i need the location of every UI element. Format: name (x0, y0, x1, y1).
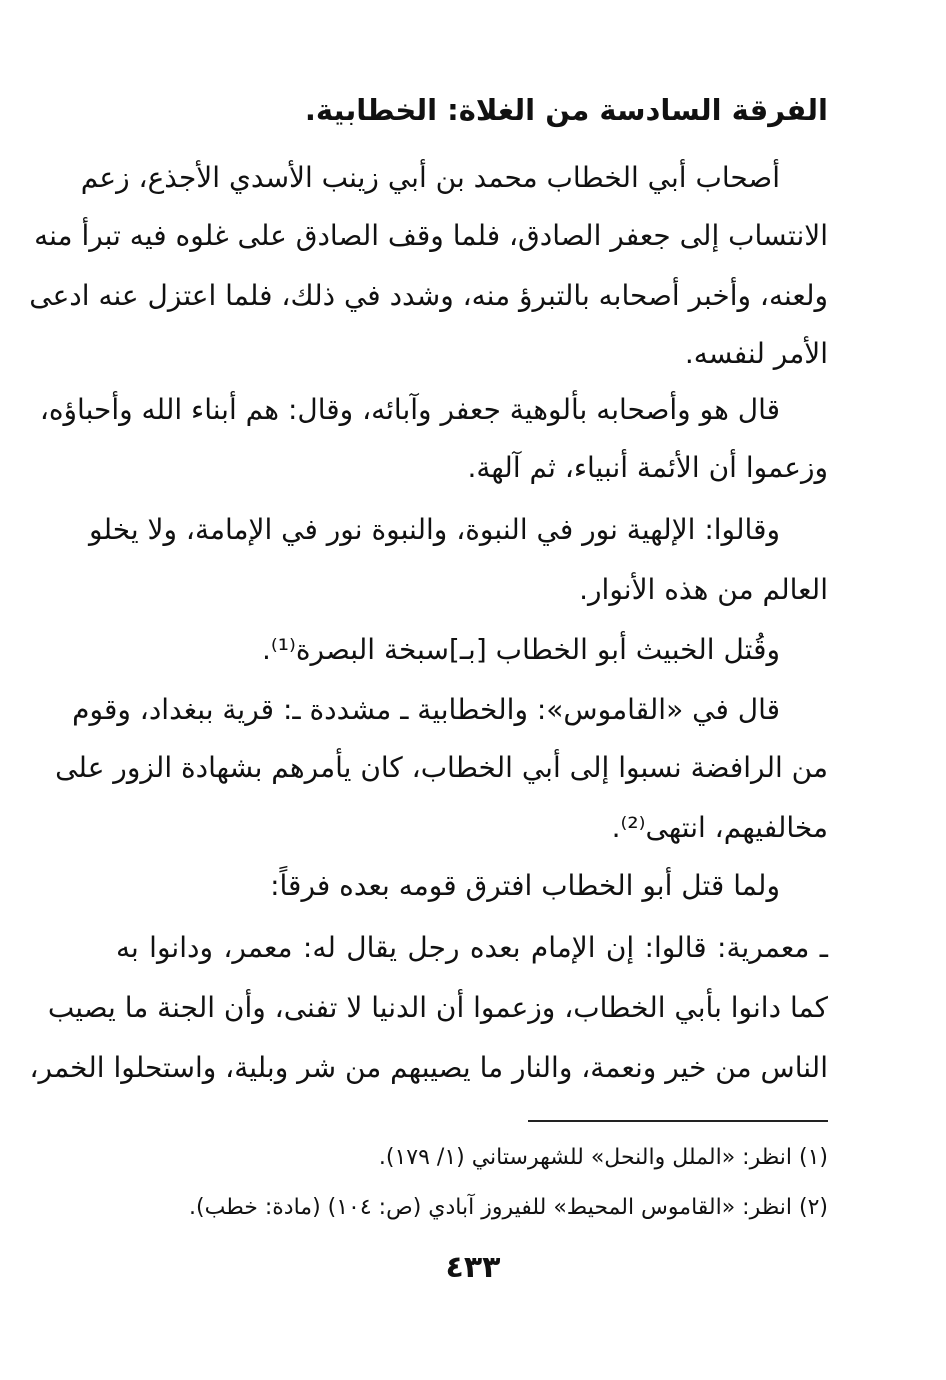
section-heading: الفرقة السادسة من الغلاة: الخطابية. (304, 93, 828, 127)
paragraph-line: كما دانوا بأبي الخطاب، وزعموا أن الدنيا لا تفنى، وأن الجنة ما يصيب (47, 991, 828, 1024)
paragraph-line: الناس من خير ونعمة، والنار ما يصيبهم من شر وبلية، واستحلوا الخمر، (29, 1051, 828, 1084)
paragraph-line: قال هو وأصحابه بألوهية جعفر وآبائه، وقال: هم أبناء الله وأحباؤه، (39, 393, 780, 426)
paragraph-line: ولعنه، وأخبر أصحابه بالتبرؤ منه، وشدد في ذلك، فلما اعتزل عنه ادعى (29, 279, 828, 312)
footnote: (١) انظر: «الملل والنحل» للشهرستاني (١/ ١٧٩). (378, 1145, 828, 1170)
paragraph-line: العالم من هذه الأنوار. (579, 573, 828, 606)
paragraph-line: من الرافضة نسبوا إلى أبي الخطاب، كان يأمرهم بشهادة الزور على (55, 751, 828, 784)
footnote-separator (528, 1120, 828, 1122)
paragraph-line: الانتساب إلى جعفر الصادق، فلما وقف الصادق على غلوه فيه تبرأ منه (34, 219, 828, 252)
paragraph-line: وقالوا: الإلهية نور في النبوة، والنبوة نور في الإمامة، ولا يخلو (89, 513, 780, 546)
paragraph-line: قال في «القاموس»: والخطابية ـ مشددة ـ: قرية ببغداد، وقوم (72, 693, 780, 726)
paragraph-line: وزعموا أن الأئمة أنبياء، ثم آلهة. (467, 451, 828, 484)
paragraph-line: وقُتل الخبيث أبو الخطاب [بـ]سبخة البصرة⁽¹⁾. (261, 633, 780, 666)
paragraph-line: أصحاب أبي الخطاب محمد بن أبي زينب الأسدي الأجذع، زعم (80, 161, 780, 194)
paragraph-line: الأمر لنفسه. (684, 337, 828, 370)
paragraph-line: ـ معمرية: قالوا: إن الإمام بعده رجل يقال له: معمر، ودانوا به (116, 931, 828, 964)
paragraph-line: ولما قتل أبو الخطاب افترق قومه بعده فرقاً: (270, 869, 780, 902)
paragraph-line: مخالفيهم، انتهى⁽²⁾. (611, 811, 828, 844)
footnote: (٢) انظر: «القاموس المحيط» للفيروز آبادي (ص: ١٠٤) (مادة: خطب). (189, 1195, 828, 1220)
page-number: ٤٣٣ (445, 1250, 501, 1285)
